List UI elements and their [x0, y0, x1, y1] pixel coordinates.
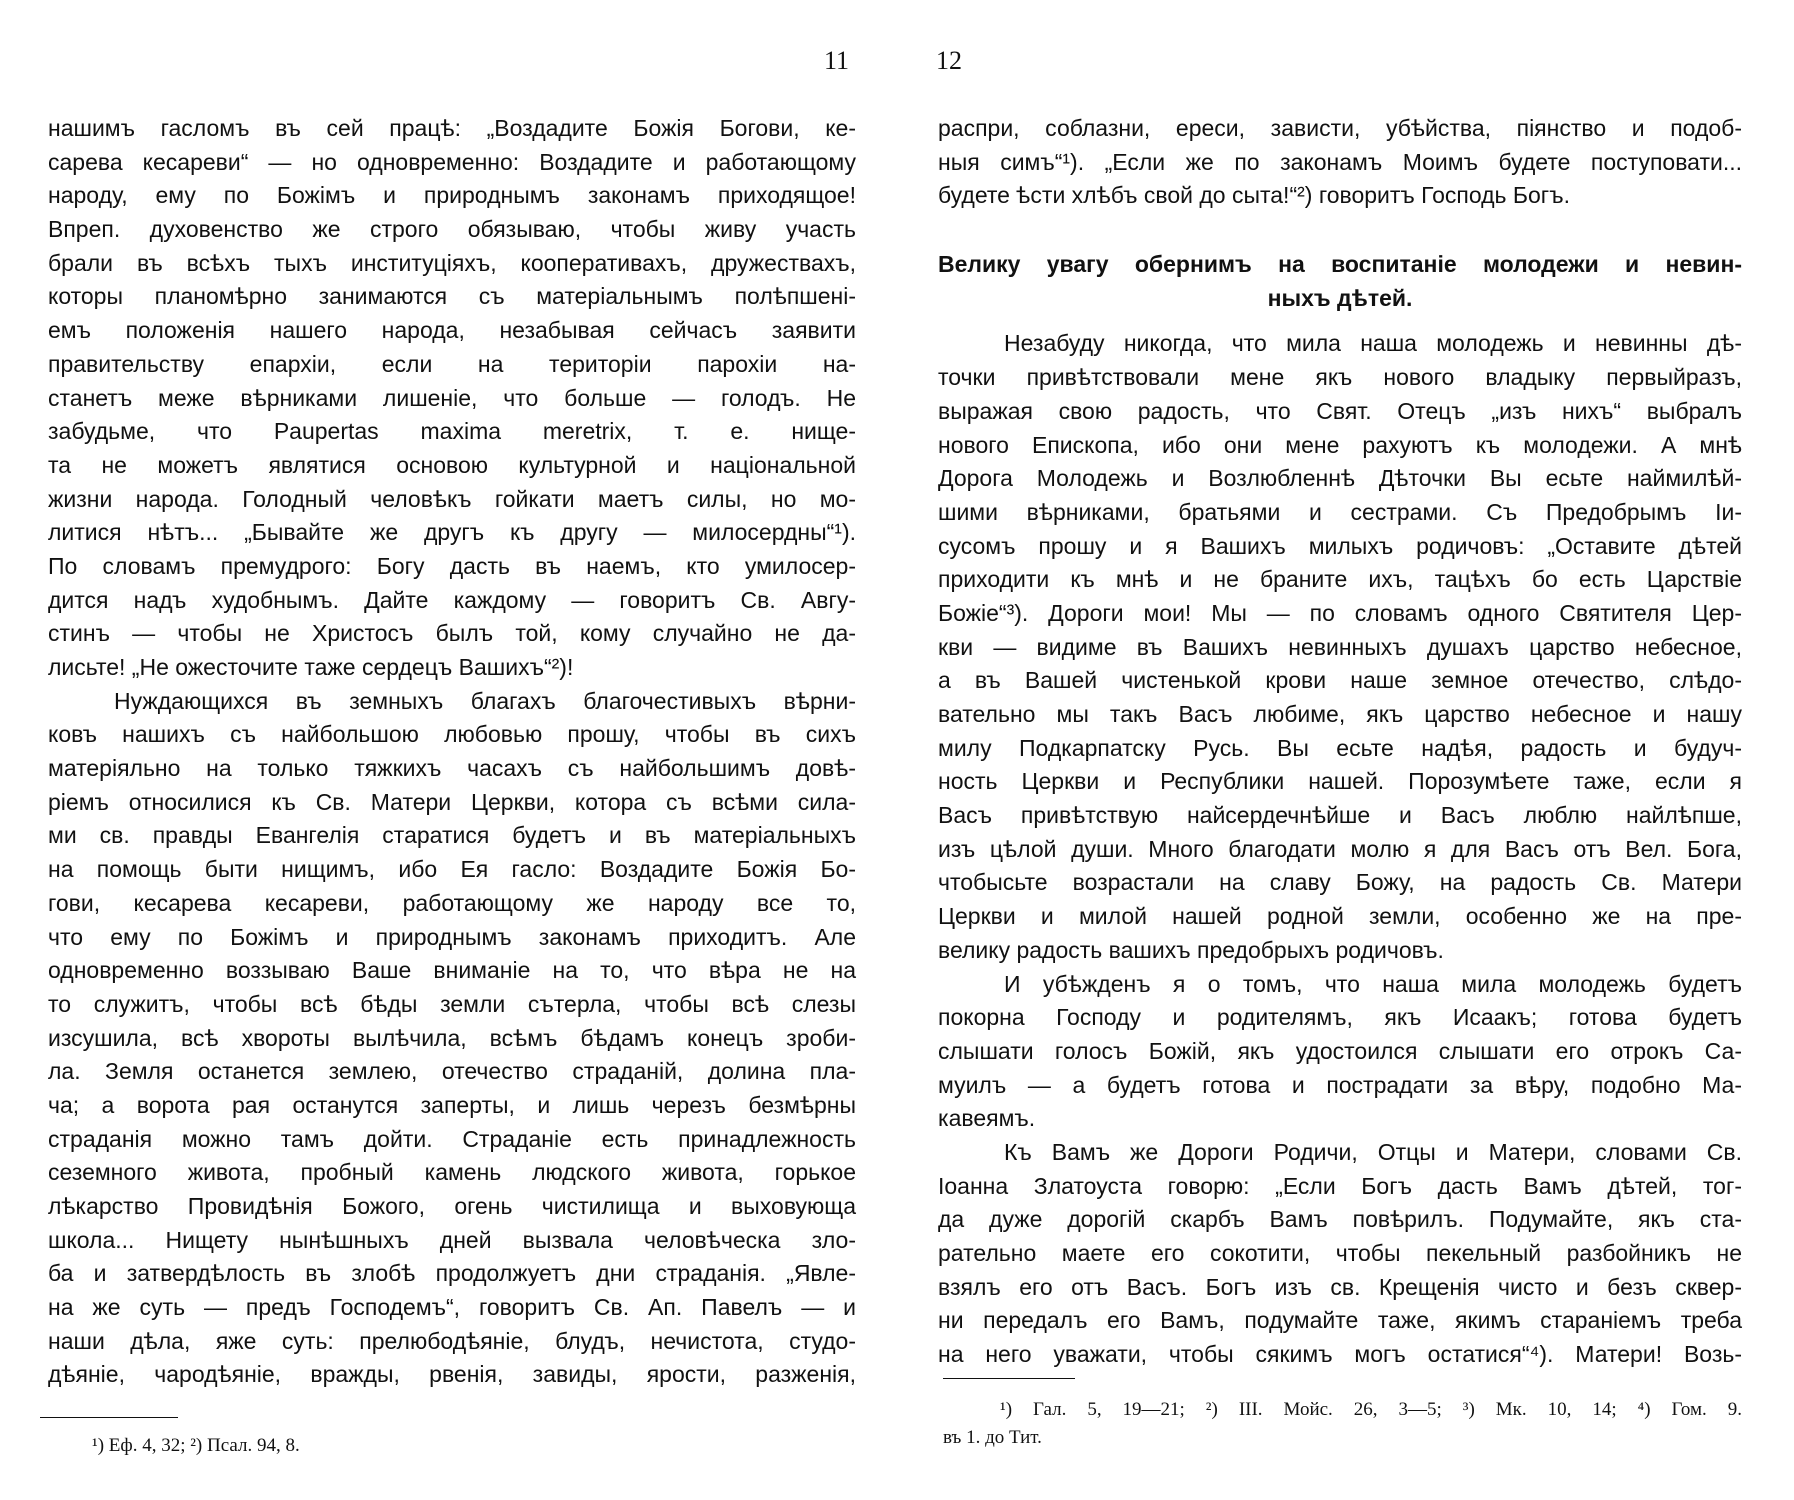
text-line: кви — видиме въ Вашихъ невинныхъ душахъ царство небесное, [938, 633, 1742, 660]
text-line: наши дѣла, яже суть: прелюбодѣяніе, блудъ, нечистота, студо- [48, 1327, 856, 1354]
text-line: Впреп. духовенство же строго обязываю, чтобы живу участь [48, 216, 856, 243]
text-line: вательно мы такъ Васъ любиме, якъ царство небесное и нашу [938, 701, 1742, 727]
text-line: дѣяніе, чародѣяніе, вражды, рвенія, завиды, ярости, разженія, [48, 1361, 856, 1388]
text-line: изъ цѣлой души. Много благодати молю я для Васъ отъ Вел. Бога, [938, 835, 1742, 862]
text-line: сусомъ прошу и я Вашихъ милыхъ родичовъ: „Оставите дѣтей [938, 532, 1742, 559]
footnote-right-line: ¹) Гал. 5, 19—21; ²) III. Мойс. 26, 3—5; ³) Мк. 10, 14; ⁴) Гом. 9. [1000, 1399, 1742, 1420]
text-line: народу, ему по Божімъ и природнымъ законамъ приходящое! [48, 182, 856, 209]
text-line: приходити къ мнѣ и не браните ихъ, тацѣхъ бо есть Царствіе [938, 566, 1742, 593]
section-heading [938, 248, 1742, 315]
text-line: школа... Нищету нынѣшныхъ дней вызвала человѣческа зло- [48, 1226, 856, 1253]
text-line: шими вѣрниками, братьями и сестрами. Съ Предобрымъ Іи- [938, 498, 1742, 525]
footnote-rule-right [943, 1378, 1075, 1379]
left-page-text [48, 112, 856, 1392]
text-line: ріемъ относилися къ Св. Матери Церкви, котора съ всѣми сила- [48, 788, 856, 815]
text-line: милу Подкарпатску Русь. Вы есьте надѣя, радость и будуч- [938, 734, 1742, 761]
text-line: ныхъ дѣтей. [1267, 284, 1413, 311]
text-line: ми св. правды Евангелія старатися будетъ и въ матеріальныхъ [48, 822, 856, 849]
text-line: да дуже дорогій скарбъ Вамъ повѣрилъ. Подумайте, якъ ста- [938, 1206, 1742, 1233]
text-line: что ему по Божімъ и природнымъ законамъ приходитъ. Але [48, 923, 856, 950]
text-line: ковъ нашихъ съ найбольшою любовью прошу, чтобы въ сихъ [48, 721, 856, 748]
paragraph [48, 112, 856, 685]
text-line: Іоанна Златоуста говорю: „Если Богъ дасть Вамъ дѣтей, тог- [938, 1172, 1742, 1199]
paragraph [938, 112, 1742, 213]
text-line: Божіе“³). Дороги мои! Мы — по словамъ одного Святителя Цер- [938, 599, 1742, 626]
text-line: нового Епископа, ибо они мене рахуютъ къ молодежи. А мнѣ [938, 431, 1742, 458]
text-line: точки привѣтствовали мене якъ нового владыку первыйразъ, [938, 364, 1742, 391]
text-line: Церкви и милой нашей родной земли, особенно же на пре- [938, 903, 1742, 930]
footnote-left: ¹) Еф. 4, 32; ²) Псал. 94, 8. [92, 1435, 300, 1456]
text-line: жизни народа. Голодный человѣкъ гойкати маетъ силы, но мо- [48, 485, 856, 512]
paragraph [938, 968, 1742, 1136]
text-line: дится надъ худобнымъ. Дайте каждому — говоритъ Св. Авгу- [48, 586, 856, 613]
text-line: на помощь быти нищимъ, ибо Ея гасло: Воздадите Божія Бо- [48, 856, 856, 883]
text-line: ба и затвердѣлость въ злобѣ продолжуетъ дни страданія. „Явле- [48, 1260, 856, 1287]
text-line: Къ Вамъ же Дороги Родичи, Отцы и Матери, словами Св. [1004, 1138, 1742, 1165]
footnote-right [943, 1396, 1742, 1452]
text-line: покорна Господу и родителямъ, якъ Исаакъ; готова будетъ [938, 1004, 1742, 1031]
text-line: лисьте! „Не ожесточите таже сердецъ Вашихъ“²)! [48, 654, 574, 680]
text-line: ныя симъ“¹). „Если же по законамъ Моимъ будете поступовати... [938, 148, 1742, 175]
text-line: взялъ его отъ Васъ. Богъ изъ св. Крещенія чисто и безъ сквер- [938, 1273, 1742, 1300]
text-line: чтобысьте возрастали на славу Божу, на радость Св. Матери [938, 869, 1742, 896]
text-line: брали въ всѣхъ тыхъ институціяхъ, кооперативахъ, дружествахъ, [48, 249, 856, 276]
text-line: одновременно воззываю Ваше вниманіе на то, что вѣра не на [48, 957, 856, 984]
page-number-left: 11 [824, 46, 850, 75]
text-line: стинъ — чтобы не Христосъ былъ той, кому случайно не да- [48, 620, 856, 647]
text-line: сарева кесареви“ — но одновременно: Воздадите и работающому [48, 148, 856, 175]
text-line: а въ Вашей чистенькой крови наше земное отечество, слѣдо- [938, 667, 1742, 694]
text-line: ни передалъ его Вамъ, подумайте таже, якимъ стараніемъ треба [938, 1307, 1742, 1334]
text-line: распри, соблазни, ереси, зависти, убѣйства, піянство и подоб- [938, 115, 1742, 141]
text-line: И убѣжденъ я о томъ, что наша мила молодежь будетъ [1004, 970, 1742, 997]
text-line: гови, кесарева кесареви, работающому же народу все то, [48, 889, 856, 916]
text-line: Велику увагу обернимъ на воспитаніе молодежи и невин- [938, 251, 1742, 278]
text-line: Незабуду никогда, что мила наша молодежь и невинны дѣ- [1004, 330, 1742, 357]
text-line: выражая свою радость, что Свят. Отецъ „изъ нихъ“ выбралъ [938, 397, 1742, 424]
paragraph [938, 1136, 1742, 1372]
text-line: правительству епархіи, если на територіи парохіи на- [48, 350, 856, 377]
text-line: кавеямъ. [938, 1105, 1036, 1132]
text-line: ла. Земля останется землею, отечество страданій, долина пла- [48, 1058, 856, 1085]
text-line: матеріяльно на только тяжкихъ часахъ съ найбольшимъ довѣ- [48, 755, 856, 782]
text-line: Васъ привѣтствую найсердечнѣйше и Васъ люблю найлѣпше, [938, 802, 1742, 829]
text-line: то служитъ, чтобы всѣ бѣды земли сътерла, чтобы всѣ слезы [48, 990, 856, 1017]
text-line: та не можетъ являтися основою культурной и національной [48, 451, 856, 478]
right-page-text [938, 112, 1742, 1372]
text-line: которы планомѣрно занимаются съ матеріальнымъ полѣпшені- [48, 283, 856, 310]
text-line: муилъ — а будетъ готова и пострадати за вѣру, подобно Ма- [938, 1071, 1742, 1098]
text-line: ча; а ворота рая останутся заперты, и лишь черезъ безмѣрны [48, 1091, 856, 1118]
text-line: ность Церкви и Республики нашей. Порозумѣете таже, если я [938, 768, 1742, 795]
text-line: будете ѣсти хлѣбъ свой до сыта!“²) говоритъ Господь Богъ. [938, 182, 1570, 209]
text-line: станетъ меже вѣрниками лишеніе, что больше — голодъ. Не [48, 384, 856, 411]
page-number-right: 12 [936, 46, 962, 75]
text-line: сеземного живота, пробный камень людского живота, горькое [48, 1159, 856, 1186]
footnote-rule-left [40, 1417, 178, 1418]
text-line: Нуждающихся въ земныхъ благахъ благочестивыхъ вѣрни- [114, 687, 856, 714]
text-line: велику радость вашихъ предобрыхъ родичовъ. [938, 936, 1444, 963]
text-line: рательно маете его сокотити, чтобы пекельный разбойникъ не [938, 1240, 1742, 1266]
paragraph [48, 685, 856, 1392]
footnote-right-line: въ 1. до Тит. [943, 1427, 1042, 1448]
text-line: слышати голосъ Божій, якъ удостоился слышати его отрокъ Са- [938, 1037, 1742, 1064]
text-line: нашимъ гасломъ въ сей працѣ: „Воздадите Божія Богови, ке- [48, 115, 856, 141]
text-line: По словамъ премудрого: Богу дасть въ наемъ, кто умилосер- [48, 552, 856, 579]
text-line: на же суть — предъ Господемъ“, говоритъ Св. Ап. Павелъ — и [48, 1294, 856, 1321]
text-line: забудьме, что Paupertas maxima meretrix, т. е. нище- [48, 418, 856, 445]
text-line: Дорога Молодежь и Возлюбленнѣ Дѣточки Вы есьте наймилѣй- [938, 465, 1742, 492]
text-line: изсушила, всѣ хвороты вылѣчила, всѣмъ бѣдамъ конецъ зроби- [48, 1024, 856, 1051]
text-line: литися нѣтъ... „Бывайте же другъ къ другу — милосердны“¹). [48, 519, 856, 546]
text-line: емъ положенія нашего народа, незабывая сейчасъ заявити [48, 317, 856, 344]
text-line: страданія можно тамъ дойти. Страданіе есть принадлежность [48, 1125, 856, 1152]
paragraph [938, 327, 1742, 967]
text-line: лѣкарство Провидѣнія Божого, огень чистилища и выховующа [48, 1193, 856, 1219]
text-line: на него уважати, чтобы сякимъ могъ остатися“⁴). Матери! Возь- [938, 1341, 1742, 1368]
